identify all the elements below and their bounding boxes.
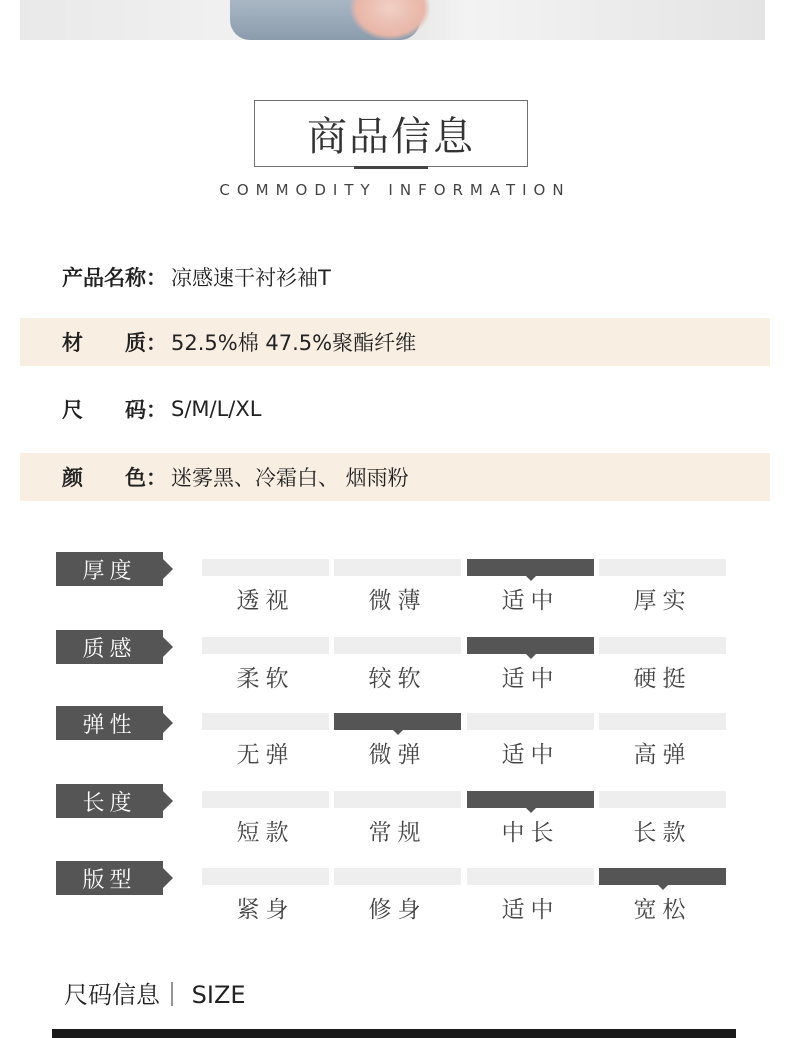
info-value: 52.5%棉 47.5%聚酯纤维 <box>171 331 417 355</box>
scale-segment <box>334 868 461 885</box>
attribute-tag: 弹性 <box>56 706 163 740</box>
scale-option-label: 厚实 <box>633 588 692 614</box>
scale-option-label: 微薄 <box>368 588 427 614</box>
size-table-top-bar <box>52 1029 736 1038</box>
photo-hand-area <box>350 0 430 40</box>
attribute-tag: 厚度 <box>56 552 163 586</box>
info-row-size <box>20 385 770 433</box>
scale-segment <box>202 637 329 654</box>
scale-option-label: 紧身 <box>236 897 295 923</box>
scale-option-label: 透视 <box>236 588 295 614</box>
scale-segment <box>599 791 726 808</box>
attribute-length <box>0 784 790 854</box>
scale-segment <box>467 868 594 885</box>
attribute-elasticity <box>0 706 790 776</box>
scale-segment <box>467 713 594 730</box>
scale-option-label: 适中 <box>501 742 560 768</box>
info-row-color <box>20 453 770 501</box>
scale-option-label: 中长 <box>501 820 560 846</box>
scale-segment <box>467 559 594 576</box>
scale-segment <box>202 559 329 576</box>
scale-segment <box>334 791 461 808</box>
size-section-heading: 尺码信息｜ SIZE <box>64 981 246 1009</box>
scale-segment <box>334 559 461 576</box>
attribute-tag: 质感 <box>56 630 163 664</box>
attribute-texture <box>0 630 790 700</box>
scale-option-label: 长款 <box>633 820 692 846</box>
scale-segment <box>467 791 594 808</box>
scale-segment <box>334 713 461 730</box>
scale-option-label: 适中 <box>501 666 560 692</box>
section-title: 商品信息 <box>307 114 475 160</box>
scale-option-label: 短款 <box>236 820 295 846</box>
product-photo-crop <box>20 0 765 40</box>
attribute-fit <box>0 861 790 931</box>
scale-segment <box>599 559 726 576</box>
attribute-tag: 版型 <box>56 861 163 895</box>
scale-segment <box>202 791 329 808</box>
scale-option-label: 硬挺 <box>633 666 692 692</box>
title-underline <box>354 166 428 169</box>
info-row-name <box>20 253 770 301</box>
scale-option-label: 适中 <box>501 588 560 614</box>
section-subtitle: COMMODITY INFORMATION <box>219 181 571 199</box>
section-title-box <box>254 100 528 167</box>
scale-option-label: 常规 <box>368 820 427 846</box>
scale-option-label: 适中 <box>501 897 560 923</box>
info-value: 迷雾黑、冷霜白、 烟雨粉 <box>171 466 409 490</box>
scale-segment <box>599 637 726 654</box>
scale-segment <box>467 637 594 654</box>
scale-option-label: 修身 <box>368 897 427 923</box>
info-value: S/M/L/XL <box>171 397 262 421</box>
scale-segment <box>334 637 461 654</box>
scale-option-label: 无弹 <box>236 742 295 768</box>
scale-segment <box>599 713 726 730</box>
scale-option-label: 微弹 <box>368 742 427 768</box>
scale-segment <box>202 868 329 885</box>
scale-segment <box>599 868 726 885</box>
scale-option-label: 宽松 <box>633 897 692 923</box>
attribute-thickness <box>0 552 790 622</box>
info-label: 尺 码： <box>62 398 167 422</box>
info-row-material <box>20 318 770 366</box>
scale-option-label: 高弹 <box>633 742 692 768</box>
info-label: 材 质： <box>62 331 167 355</box>
scale-option-label: 柔软 <box>236 666 295 692</box>
info-label: 产品名称： <box>62 266 167 290</box>
info-label: 颜 色： <box>62 466 167 490</box>
scale-option-label: 较软 <box>368 666 427 692</box>
scale-segment <box>202 713 329 730</box>
attribute-tag: 长度 <box>56 784 163 818</box>
info-value: 凉感速干衬衫袖T <box>171 266 331 290</box>
